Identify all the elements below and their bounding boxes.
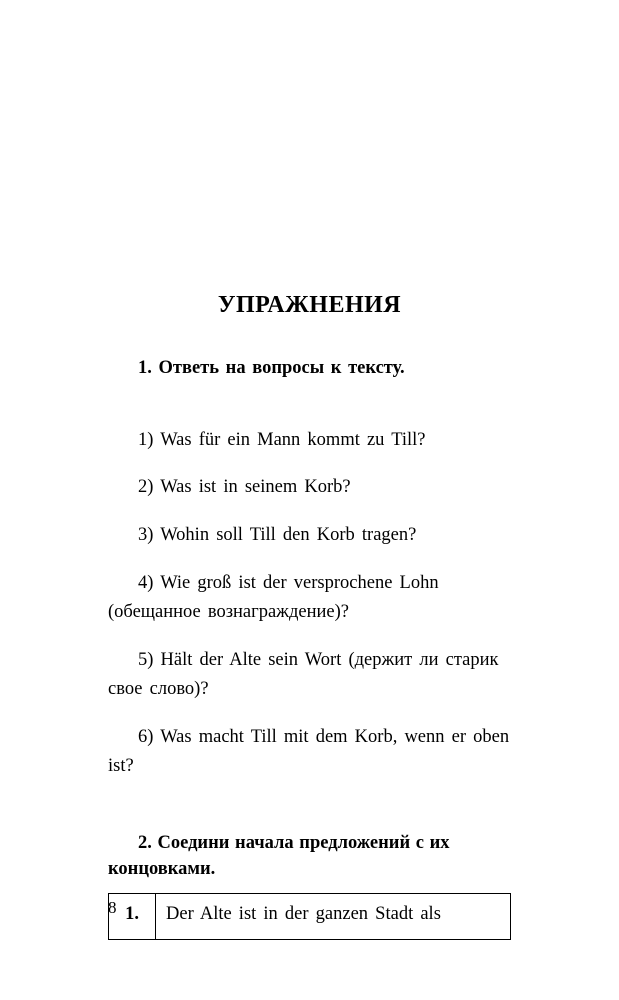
exercise-1-heading: 1. Ответь на вопросы к тексту. bbox=[138, 358, 405, 378]
matching-table bbox=[108, 893, 511, 940]
list-item: 6) Was macht Till mit dem Korb, wenn er oben ist? bbox=[108, 726, 510, 777]
table-row bbox=[109, 894, 511, 940]
exercise-2-heading: 2. Соедини начала предложений с их концовками. bbox=[108, 832, 450, 879]
table-cell-index: 1. bbox=[109, 894, 156, 940]
exercise-1-question-list bbox=[108, 381, 511, 781]
list-item: 5) Hält der Alte sein Wort (держит ли старик свое слово)? bbox=[108, 649, 499, 700]
list-item: 2) Was ist in seinem Korb? bbox=[138, 477, 351, 498]
page-title: УПРАЖНЕНИЯ bbox=[217, 292, 402, 318]
list-item: 1) Was für ein Mann kommt zu Till? bbox=[138, 429, 426, 450]
table-cell-text: Der Alte ist in der ganzen Stadt als bbox=[156, 894, 511, 940]
page-number: 8 bbox=[108, 898, 117, 917]
list-item: 4) Wie groß ist der versprochene Lohn (обещанное вознаграждение)? bbox=[108, 572, 439, 623]
list-item: 3) Wohin soll Till den Korb tragen? bbox=[138, 525, 417, 546]
